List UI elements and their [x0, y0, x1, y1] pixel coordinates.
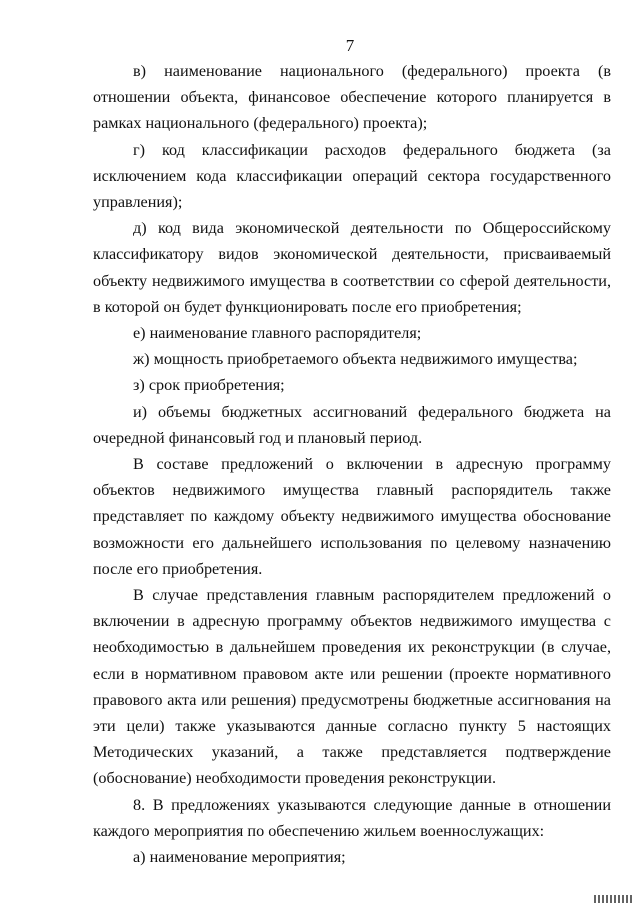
paragraph-e: е) наименование главного распорядителя; [133, 324, 422, 343]
paragraph-zh: ж) мощность приобретаемого объекта недвижимого имущества; [133, 350, 578, 369]
page-number: 7 [345, 36, 355, 55]
paragraph-proposals-composition: В составе предложений о включении в адресную программу объектов недвижимого имущества главный распорядитель также представляет по каждому объекту недвижимого имущества обоснование возможности его дальнейшего использования по целевому назначению после его приобретения. [93, 455, 611, 578]
paragraph-a: а) наименование мероприятия; [133, 848, 346, 867]
paragraph-i: и) объемы бюджетных ассигнований федерального бюджета на очередной финансовый год и плановый период. [93, 402, 611, 447]
paragraph-z: з) срок приобретения; [133, 376, 285, 395]
paragraph-d: д) код вида экономической деятельности по Общероссийскому классификатору видов экономической деятельности, присваиваемый объекту недвижимого имущества в соответствии со сферой деятельности, в которой он будет функционировать после его приобретения; [93, 219, 611, 316]
document-body [93, 58, 611, 870]
paragraph-v: в) наименование национального (федерального) проекта (в отношении объекта, финансовое обеспечение которого планируется в рамках национального (федерального) проекта); [93, 62, 611, 133]
paragraph-section-8: 8. В предложениях указываются следующие данные в отношении каждого мероприятия по обеспечению жильем военнослужащих: [93, 795, 611, 840]
paragraph-reconstruction-case: В случае представления главным распорядителем предложений о включении в адресную программу объектов недвижимого имущества с необходимостью в дальнейшем проведения их реконструкции (в случае, если в нормативном правовом акте или решении (проекте нормативного правового акта или решения) предусмотрены бюджетные ассигнования на эти цели) также указываются данные согласно пункту 5 настоящих Методических указаний, а также представляется подтверждение (обоснование) необходимости проведения реконструкции. [93, 586, 611, 788]
paragraph-g: г) код классификации расходов федерального бюджета (за исключением кода классификации операций сектора государственного управления); [93, 140, 611, 212]
scan-barcode-mark [594, 895, 632, 903]
